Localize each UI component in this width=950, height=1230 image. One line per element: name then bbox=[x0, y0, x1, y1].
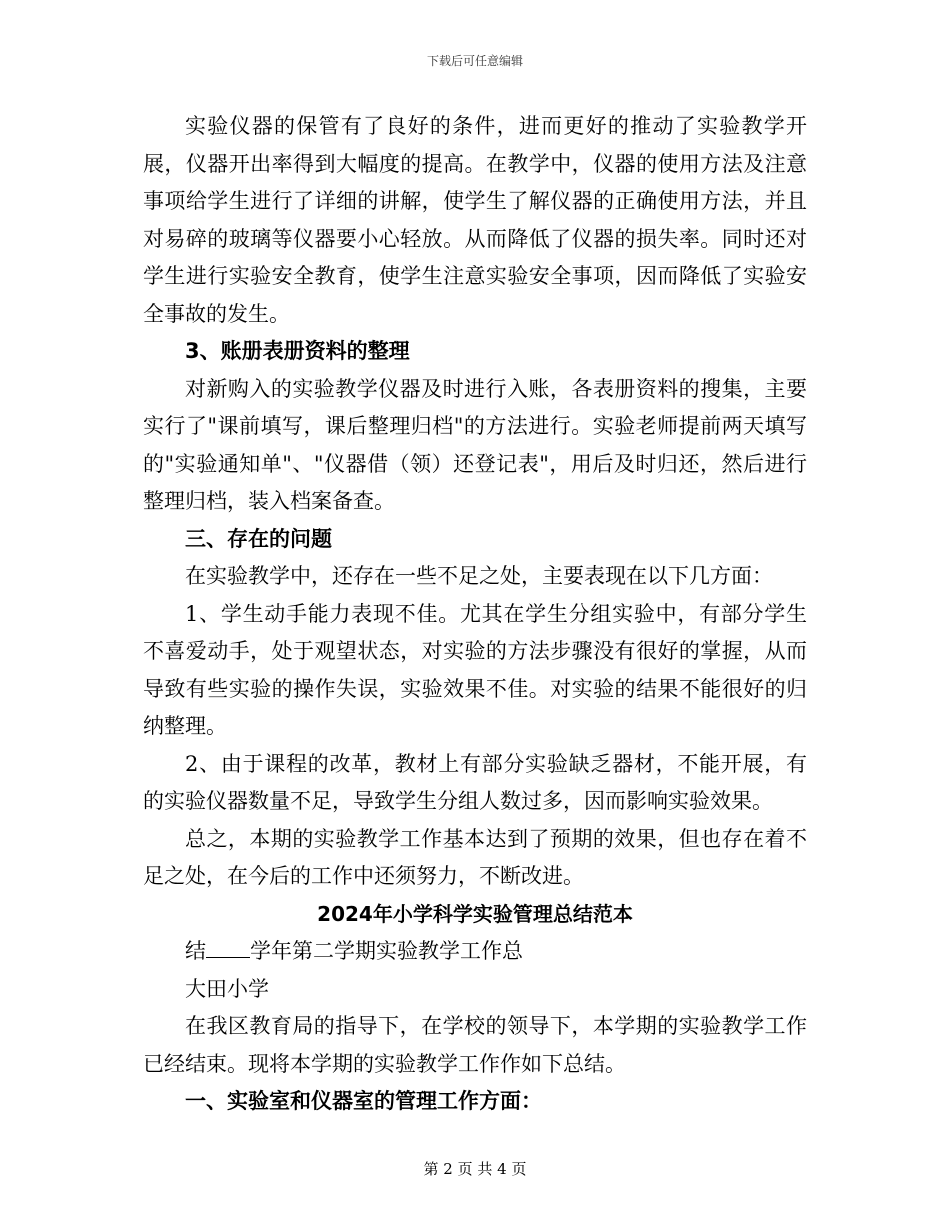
document-body bbox=[143, 108, 807, 1121]
page-header: 下载后可任意编辑 bbox=[426, 54, 523, 68]
paragraph-school-name: 大田小学 bbox=[185, 976, 269, 1001]
term-prefix: 结 bbox=[185, 939, 206, 963]
paragraph-problem-1: 1、学生动手能力表现不佳。尤其在学生分组实验中，有部分学生不喜爱动手，处于观望状态，对实验的方法步骤没有很好的掌握，从而导致有些实验的操作失误，实验效果不佳。对实验的结果不能很好的归纳整理。 bbox=[143, 601, 807, 738]
paragraph-term-line bbox=[143, 933, 807, 971]
section-heading-ledger: 3、账册表册资料的整理 bbox=[185, 339, 410, 363]
paragraph-instrument-storage: 实验仪器的保管有了良好的条件，进而更好的推动了实验教学开展，仪器开出率得到大幅度的提高。在教学中，仪器的使用方法及注意事项给学生进行了详细的讲解，使学生了解仪器的正确使用方法，并且对易碎的玻璃等仪器要小心轻放。从而降低了仪器的损失率。同时还对学生进行实验安全教育，使学生注意实验安全事项，因而降低了实验安全事故的发生。 bbox=[143, 114, 807, 326]
paragraph-problems-intro: 在实验教学中，还存在一些不足之处，主要表现在以下几方面： bbox=[185, 564, 773, 588]
paragraph-ledger: 对新购入的实验教学仪器及时进行入账，各表册资料的搜集，主要实行了"课前填写，课后整理归档"的方法进行。实验老师提前两天填写的"实验通知单"、"仪器借（领）还登记表"，用后及时归还，然后进行整理归档，装入档案备查。 bbox=[143, 376, 807, 513]
paragraph-conclusion: 总之，本期的实验教学工作基本达到了预期的效果，但也存在着不足之处，在今后的工作中还须努力，不断改进。 bbox=[143, 826, 807, 888]
section-heading-lab-management: 一、实验室和仪器室的管理工作方面： bbox=[185, 1089, 542, 1113]
section-heading-problems: 三、存在的问题 bbox=[185, 526, 332, 551]
paragraph-intro: 在我区教育局的指导下，在学校的领导下，本学期的实验教学工作已经结束。现将本学期的实验教学工作作如下总结。 bbox=[143, 1014, 807, 1076]
document-title: 2024年小学科学实验管理总结范本 bbox=[317, 901, 633, 926]
page-footer: 第 2 页 共 4 页 bbox=[423, 1160, 527, 1178]
paragraph-problem-2: 2、由于课程的改革，教材上有部分实验缺乏器材，不能开展，有的实验仪器数量不足，导致学生分组人数过多，因而影响实验效果。 bbox=[143, 751, 807, 813]
blank-underline bbox=[206, 937, 250, 958]
term-suffix: 学年第二学期实验教学工作总 bbox=[250, 939, 523, 963]
